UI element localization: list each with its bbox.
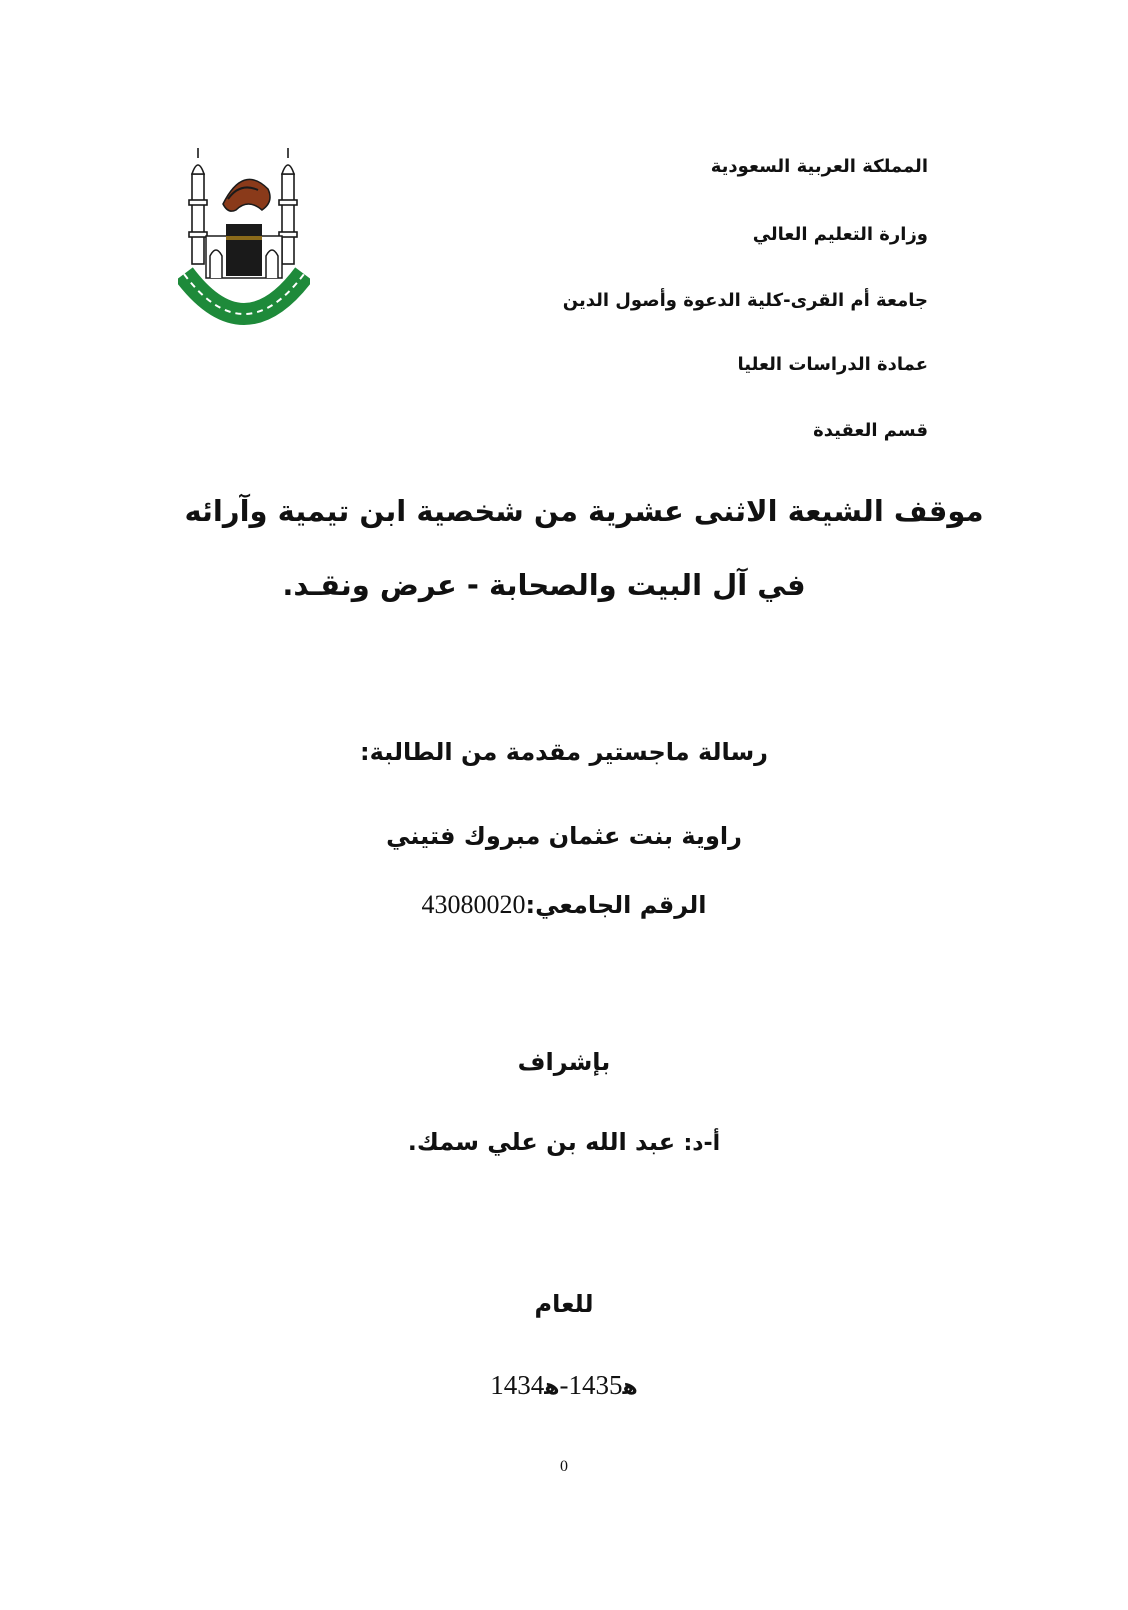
student-id-number: 43080020 <box>421 890 526 919</box>
page-number: 0 <box>560 1458 568 1475</box>
student-id-line <box>0 890 1128 920</box>
university-seal-icon <box>178 144 310 340</box>
header-university-college: جامعة أم القرى-كلية الدعوة وأصول الدين <box>562 290 928 311</box>
university-logo <box>178 144 310 340</box>
year-end-suffix: ﻫ <box>622 1375 638 1400</box>
thesis-label: رسالة ماجستير مقدمة من الطالبة: <box>360 738 768 766</box>
year-range <box>0 1370 1128 1401</box>
year-label: للعام <box>534 1290 594 1318</box>
year-start-suffix: ﻫ <box>544 1375 560 1400</box>
thesis-title-line-2: في آل البيت والصحابة - عرض ونقـد. <box>282 568 806 602</box>
student-name: راوية بنت عثمان مبروك فتيني <box>386 822 742 850</box>
student-id-label: الرقم الجامعي: <box>525 891 707 919</box>
supervisor-name: عبد الله بن علي سمك. <box>407 1128 676 1156</box>
year-separator: - <box>559 1370 569 1400</box>
year-end: 1435 <box>568 1370 623 1400</box>
supervisor-line <box>0 1128 1128 1156</box>
supervision-label: بإشراف <box>517 1048 611 1076</box>
header-country: المملكة العربية السعودية <box>710 156 928 177</box>
header-department: قسم العقيدة <box>813 420 928 441</box>
header-deanship: عمادة الدراسات العليا <box>737 354 928 375</box>
thesis-title-line-1: موقف الشيعة الاثنى عشرية من شخصية ابن تيمية وآرائه <box>184 494 984 528</box>
year-start: 1434 <box>490 1370 545 1400</box>
supervisor-title-prefix: أ-د: <box>683 1131 721 1156</box>
header-ministry: وزارة التعليم العالي <box>752 224 928 245</box>
